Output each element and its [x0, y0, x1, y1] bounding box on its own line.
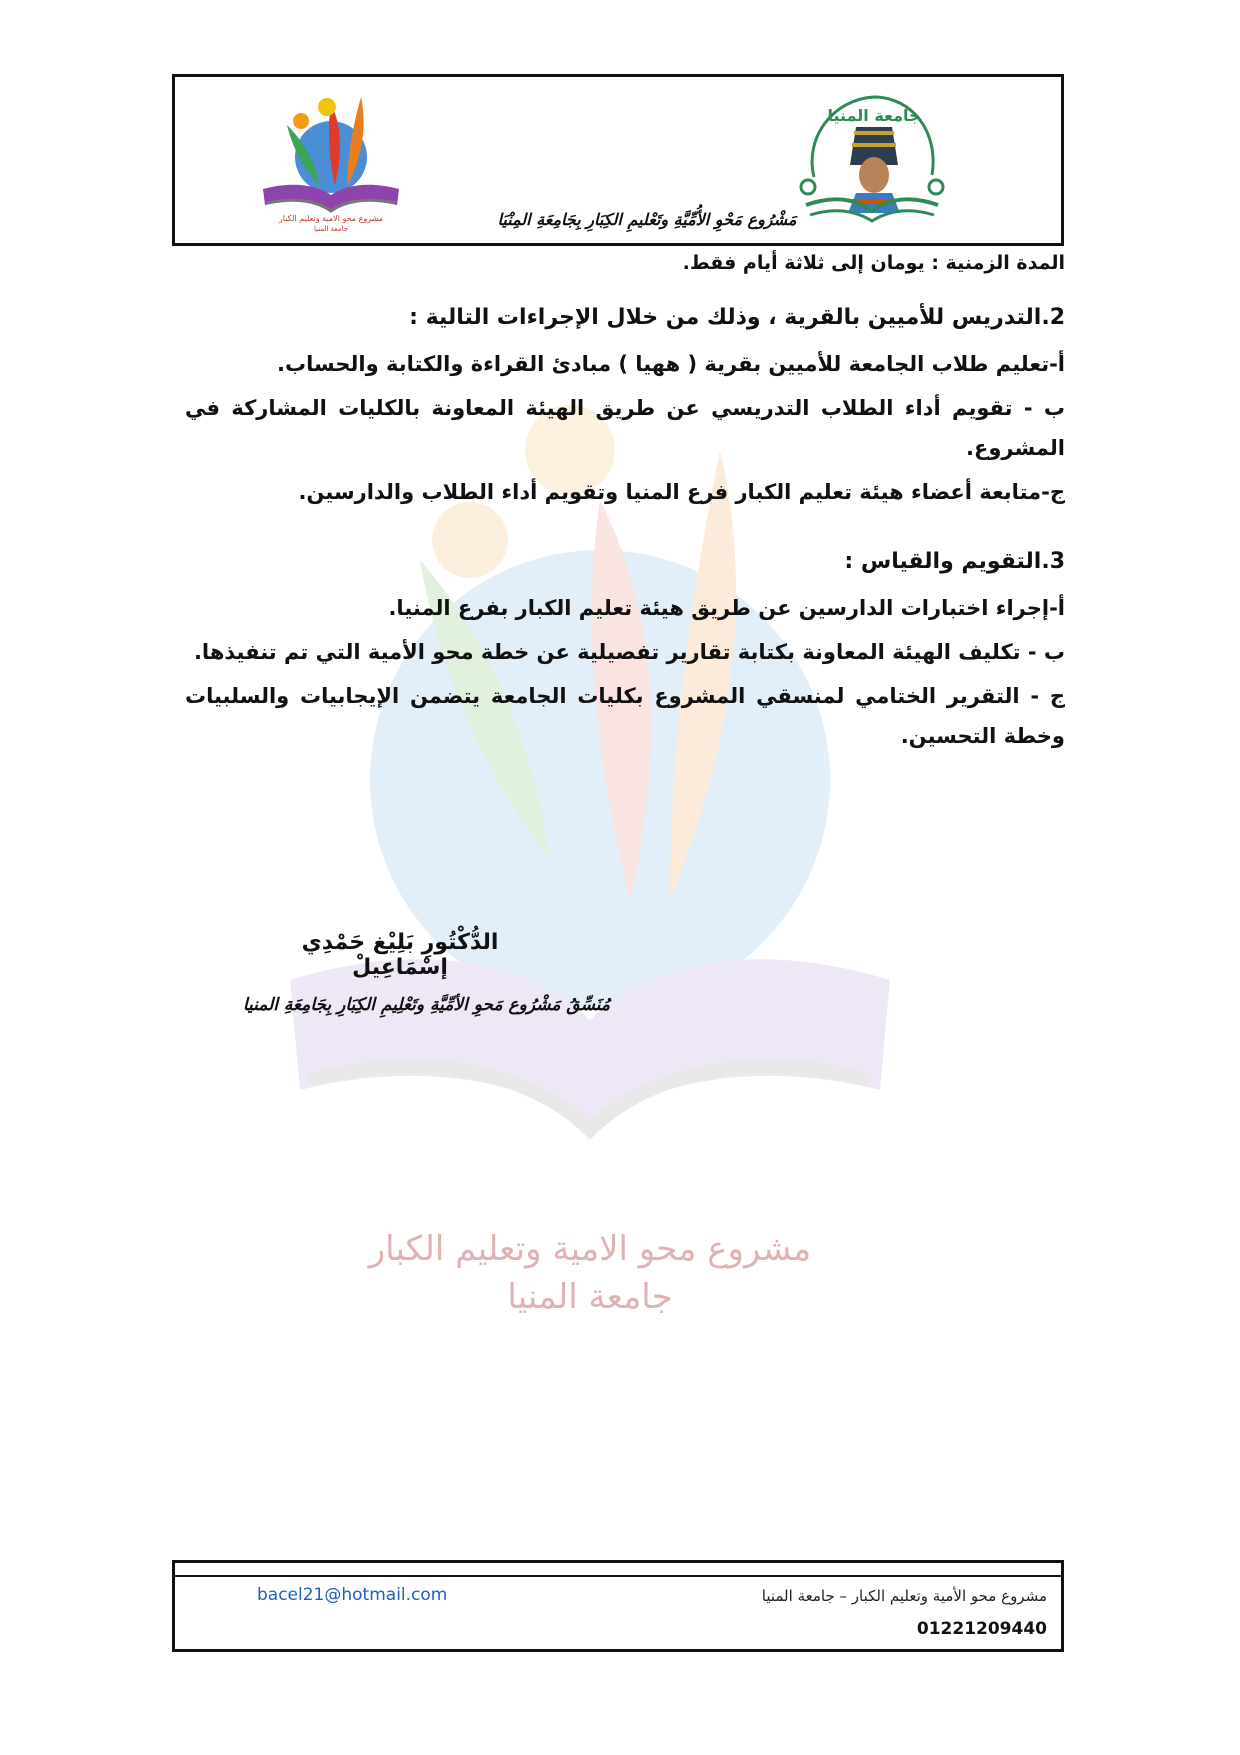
section-2-item-a: أ-تعليم طلاب الجامعة للأميين بقرية ( ههيا ) مبادئ القراءة والكتابة والحساب. [277, 352, 1065, 376]
university-arc-text: جامعة المنيا [827, 106, 921, 125]
footer-email[interactable]: bacel21@hotmail.com [257, 1585, 448, 1605]
logo-caption-line1: مشروع محو الامية وتعليم الكبار [278, 214, 384, 223]
watermark-line1: مشروع محو الامية وتعليم الكبار [368, 1229, 812, 1269]
footer-frame [172, 1560, 1064, 1652]
section-2-heading: 2.التدريس للأميين بالقرية ، وذلك من خلال الإجراءات التالية : [409, 305, 1065, 330]
logo-caption-line2: جامعة المنيا [313, 225, 349, 233]
watermark-line2: جامعة المنيا [507, 1277, 673, 1317]
section-2-item-b: ب - تقويم أداء الطلاب التدريسي عن طريق الهيئة المعاونة بالكليات المشاركة في المشروع. [185, 396, 1065, 460]
duration-line: المدة الزمنية : يومان إلى ثلاثة أيام فقط. [682, 252, 1065, 274]
section-3-heading: 3.التقويم والقياس : [844, 549, 1065, 574]
literacy-project-logo [257, 85, 405, 235]
header-frame [172, 74, 1064, 246]
signature-name: الدُّكْتُورِ بَلِيْغ حَمْدِي إسْمَاعِيلْ [301, 930, 499, 980]
section-2-item-c: ج-متابعة أعضاء هيئة تعليم الكبار فرع المنيا وتقويم أداء الطلاب والدارسين. [298, 480, 1065, 504]
section-3-item-a: أ-إجراء اختبارات الدارسين عن طريق هيئة تعليم الكبار بفرع المنيا. [388, 596, 1065, 620]
footer-project-name: مشروع محو الأمية وتعليم الكبار – جامعة المنيا [761, 1587, 1047, 1605]
footer-phone: 01221209440 [916, 1619, 1047, 1639]
document-body [185, 248, 1065, 760]
minia-university-logo [794, 87, 949, 232]
watermark-text [270, 1225, 910, 1321]
footer-divider [175, 1575, 1061, 1577]
section-3-item-c: ج - التقرير الختامي لمنسقي المشروع بكليات الجامعة يتضمن الإيجابيات والسلبيات وخطة التحسين. [185, 684, 1065, 748]
section-3-item-b: ب - تكليف الهيئة المعاونة بكتابة تقارير تفصيلية عن خطة محو الأمية التي تم تنفيذها. [193, 640, 1065, 664]
signature-title: مُنَسِّقُ مَشْرُوع مَحوِ الأمِّيَّةِ وتَعْلِيمِ الكِبَارِ بِجَامِعَةِ المنيا [242, 995, 610, 1015]
header-title: مَشْرُوع مَحْوِ الأُمِّيَّةِ وتَعْليمِ الكِبَارِ بِجَامِعَةِ المِنْيَا [497, 210, 797, 229]
